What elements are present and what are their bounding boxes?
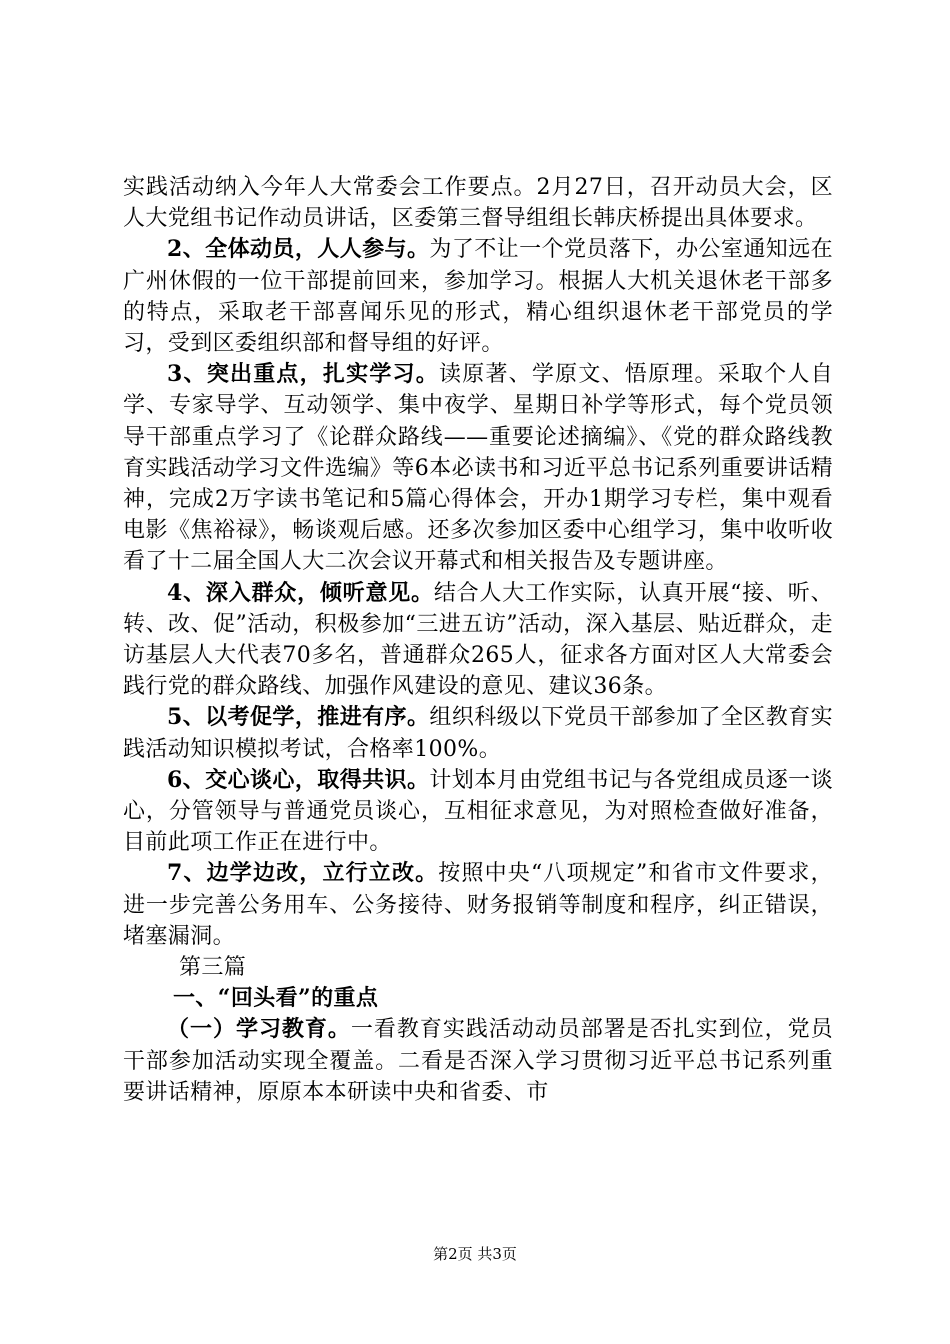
paragraph-5-lead: 5、以考促学，推进有序。 bbox=[167, 704, 430, 731]
paragraph-5 bbox=[123, 702, 833, 764]
paragraph-6-lead: 6、交心谈心，取得共识。 bbox=[167, 766, 430, 793]
paragraph-3-lead: 3、突出重点，扎实学习。 bbox=[167, 361, 439, 388]
paragraph-7-lead: 7、边学边改，立行立改。 bbox=[167, 860, 439, 887]
paragraph-4-lead: 4、深入群众，倾听意见。 bbox=[167, 579, 434, 606]
paragraph-6-text: 计划本月由党组书记与各党组成员逐一谈心，分管领导与普通党员谈心，互相征求意见，为对照检查做好准备，目前此项工作正在进行中。 bbox=[123, 767, 834, 856]
paragraph-5-text: 组织科级以下党员干部参加了全区教育实践活动知识模拟考试，合格率100%。 bbox=[123, 705, 834, 762]
paragraph-7-text: 按照中央“八项规定”和省市文件要求，进一步完善公务用车、公务接待、财务报销等制度和程序，纠正错误，堵塞漏洞。 bbox=[123, 861, 833, 949]
paragraph-3-text: 读原著、学原文、悟原理。采取个人自学、专家导学、互动领学、集中夜学、星期日补学等形式，每个党员领导干部重点学习了《论群众路线——重要论述摘编》、《党的群众路线教育实践活动学习文件选编》等6本必读书和习近平总书记系列重要讲话精神，完成2万字读书笔记和5篇心得体会，开办1期学习专栏，集中观看电影《焦裕禄》，畅谈观后感。还多次参加区委中心组学习，集中收听收看了十二届全国人大二次会议开幕式和相关报告及专题讲座。 bbox=[123, 362, 833, 575]
paragraph-3 bbox=[123, 359, 833, 577]
paragraph-8-text: 一看教育实践活动动员部署是否扎实到位，党员干部参加活动实现全覆盖。二看是否深入学习贯彻习近平总书记系列重要讲话精神，原原本本研读中央和省委、市 bbox=[123, 1017, 833, 1105]
paragraph-8-lead: （一）学习教育。 bbox=[167, 1016, 351, 1043]
paragraph-6 bbox=[123, 765, 833, 859]
paragraph-2 bbox=[123, 234, 833, 359]
paragraph-7 bbox=[123, 858, 833, 952]
section-heading: 一、“回头看”的重点 bbox=[173, 985, 379, 1012]
paragraph-4-text: 结合人大工作实际，认真开展“接、听、转、改、促”活动，积极参加“三进五访”活动，深入基层、贴近群众，走访基层人大代表70多名，普通群众265人，征求各方面对区人大常委会践行党的群众路线、加强作风建设的意见、建议36条。 bbox=[123, 580, 833, 700]
page-footer: 第2页 共3页 bbox=[433, 1245, 517, 1263]
paragraph-1 bbox=[123, 172, 833, 234]
paragraph-2-text: 为了不让一个党员落下，办公室通知远在广州休假的一位干部提前回来，参加学习。根据人大机关退休老干部多的特点，采取老干部喜闻乐见的形式，精心组织退休老干部党员的学习，受到区委组织部和督导组的好评。 bbox=[123, 237, 834, 357]
paragraph-4 bbox=[123, 578, 833, 703]
paragraph-1-text: 实践活动纳入今年人大常委会工作要点。2月27日，召开动员大会，区人大党组书记作动员讲话，区委第三督导组组长韩庆桥提出具体要求。 bbox=[123, 175, 833, 232]
document-body bbox=[123, 172, 833, 1108]
paragraph-2-lead: 2、全体动员，人人参与。 bbox=[167, 236, 430, 263]
section-label: 第三篇 bbox=[179, 955, 247, 981]
paragraph-8 bbox=[123, 1014, 833, 1108]
